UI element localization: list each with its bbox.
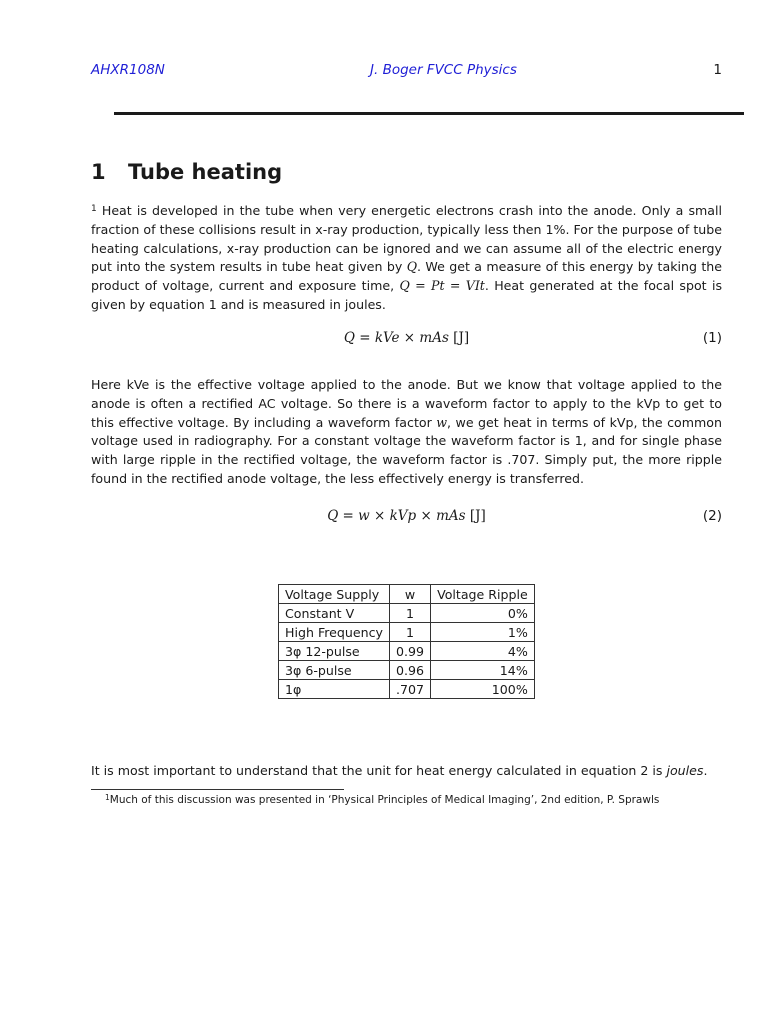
table-header: w <box>390 585 431 604</box>
equation-1 <box>91 330 722 352</box>
equation-1-unit: [J] <box>453 330 470 346</box>
table-cell: High Frequency <box>279 623 390 642</box>
table-row <box>279 604 535 623</box>
table-cell: 4% <box>431 642 535 661</box>
table-row <box>279 661 535 680</box>
table-header-row <box>279 585 535 604</box>
section-number: 1 <box>91 160 106 184</box>
equation-2-unit: [J] <box>469 508 486 524</box>
equation-1-expression: Q = kVe × mAs <box>343 330 449 346</box>
page-header <box>91 62 722 82</box>
section-heading <box>91 160 282 184</box>
header-course-code: AHXR108N <box>91 62 165 78</box>
table-row <box>279 680 535 699</box>
table-row <box>279 642 535 661</box>
table-cell: 0% <box>431 604 535 623</box>
equation-2-number: (2) <box>702 508 722 524</box>
waveform-text-b: , we get heat in terms of kVp, the common voltage used in radiography. For a constant voltage the waveform factor is 1, and for single phase with large ripple in the rectified voltage, the waveform factor is .707. Simply put, the more ripple found in the rectified anode voltage, the less effectively energy is transferred. <box>91 414 722 486</box>
math-w: w <box>436 414 448 430</box>
conclusion-text: It is most important to understand that the unit for heat energy calculated in equation 2 is <box>91 763 667 778</box>
paragraph-intro <box>91 200 722 315</box>
section-title: Tube heating <box>128 160 283 184</box>
waveform-text-a: Here kVe is the effective voltage applied to the anode. But we know that voltage applied to the anode is often a rectified AC voltage. So there is a waveform factor to apply to the kVp to get to this effective voltage. By including a waveform factor <box>91 377 722 430</box>
table-cell: 1% <box>431 623 535 642</box>
header-author: J. Boger FVCC Physics <box>370 62 517 78</box>
table-cell: 3φ 6-pulse <box>279 661 390 680</box>
equation-1-number: (1) <box>702 330 722 346</box>
table-cell: 100% <box>431 680 535 699</box>
footnote-text: Much of this discussion was presented in ‘Physical Principles of Medical Imaging’, 2nd edition, P. Sprawls <box>109 794 660 806</box>
math-q: Q <box>406 259 418 275</box>
equation-2 <box>91 508 722 530</box>
footnote-number: 1 <box>105 793 110 802</box>
table-cell: 0.99 <box>390 642 431 661</box>
table-cell: 1φ <box>279 680 390 699</box>
table-cell: 14% <box>431 661 535 680</box>
table-cell: .707 <box>390 680 431 699</box>
header-rule <box>114 112 744 115</box>
table-header: Voltage Supply <box>279 585 390 604</box>
equation-2-expression: Q = w × kVp × mAs <box>327 508 466 524</box>
table-cell: 3φ 12-pulse <box>279 642 390 661</box>
math-formula: Q = Pt = VIt <box>399 278 485 294</box>
intro-text-a: Heat is developed in the tube when very energetic electrons crash into the anode. Only a small fraction of these collisions result in x-ray production, typically less then 1%. For the purpose of tube heating calculations, x-ray production can be ignored and we can assume all of the electric energy put into the system results in tube heat given by <box>91 203 722 275</box>
table-cell: Constant V <box>279 604 390 623</box>
footnote <box>105 793 659 806</box>
table-cell: 1 <box>390 604 431 623</box>
conclusion-end: . <box>703 763 708 778</box>
table-cell: 1 <box>390 623 431 642</box>
paragraph-conclusion <box>91 762 722 781</box>
header-page-number: 1 <box>713 62 722 78</box>
table-row <box>279 623 535 642</box>
table-header: Voltage Ripple <box>431 585 535 604</box>
intro-text-c: . Heat generated at the focal spot is given by equation 1 and is measured in joules. <box>91 278 723 312</box>
table-cell: 0.96 <box>390 661 431 680</box>
footnote-marker: 1 <box>91 204 97 214</box>
footnote-rule <box>91 789 344 790</box>
conclusion-emphasis: joules <box>666 763 704 778</box>
intro-text-b: . We get a measure of this energy by taking the product of voltage, current and exposure time, <box>91 259 723 294</box>
waveform-table <box>278 584 535 699</box>
paragraph-waveform <box>91 376 722 489</box>
